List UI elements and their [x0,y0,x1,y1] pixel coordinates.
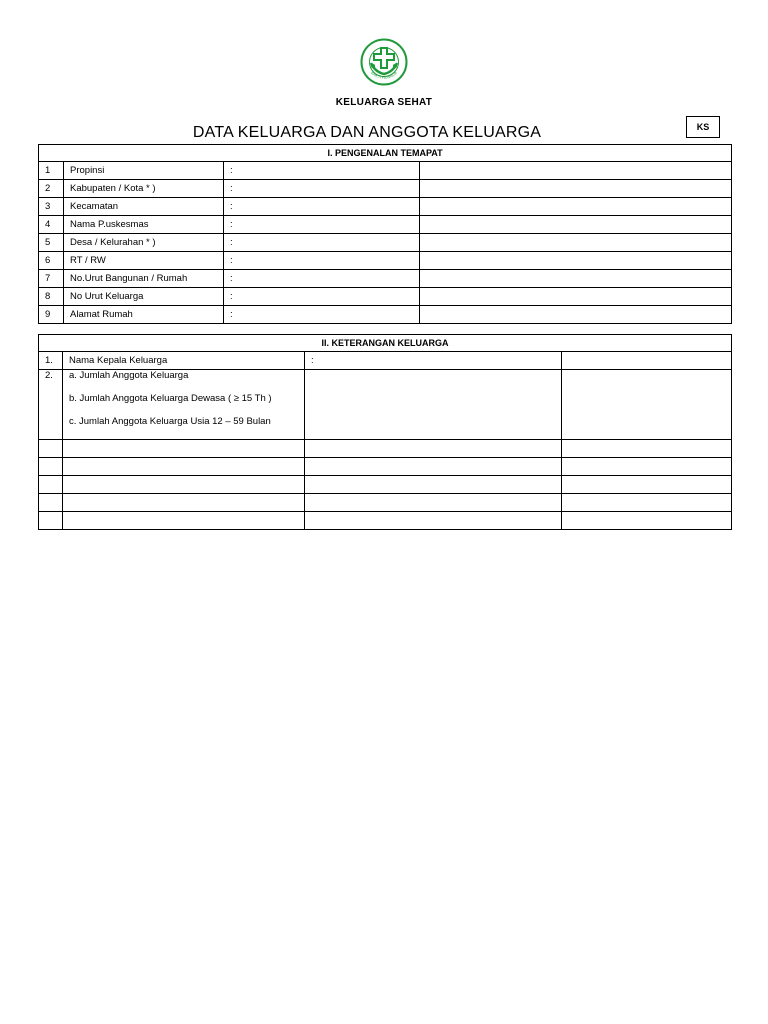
row-label: RT / RW [64,252,224,270]
subtitle: KELUARGA SEHAT [335,97,433,108]
row-number: 3 [39,198,64,216]
empty-row [39,476,732,494]
extra-cell[interactable] [420,198,732,216]
section-pengenalan-tempat [38,144,732,324]
value-cell[interactable]: : [224,198,420,216]
row-label: No.Urut Bangunan / Rumah [64,270,224,288]
row-label: Kecamatan [64,198,224,216]
extra-cell[interactable] [420,234,732,252]
page-title: DATA KELUARGA DAN ANGGOTA KELUARGA [192,124,542,141]
section-keterangan-keluarga [38,334,732,530]
line-c-label: c. Jumlah Anggota Keluarga Usia 12 – 59 Bulan [69,416,271,427]
row-label: Desa / Kelurahan * ) [64,234,224,252]
row-label: Propinsi [64,162,224,180]
member-count-labels [63,370,305,440]
extra-cell[interactable] [420,270,732,288]
row-label: Nama P.uskesmas [64,216,224,234]
table-row [39,306,732,324]
row-number: 9 [39,306,64,324]
row-label: Kabupaten / Kota * ) [64,180,224,198]
section-1-heading: I. PENGENALAN TEMAPAT [39,145,732,162]
empty-row [39,458,732,476]
value-cell[interactable]: : [305,352,562,370]
value-cell[interactable]: : [224,270,420,288]
extra-cell[interactable] [420,252,732,270]
value-cell[interactable]: : [224,162,420,180]
row-label: Alamat Rumah [64,306,224,324]
table-row [39,198,732,216]
logo-text: BAKTI HUSADA [370,70,398,80]
value-cell[interactable]: : [224,306,420,324]
table-row [39,352,732,370]
row-number: 4 [39,216,64,234]
empty-row [39,440,732,458]
row-number: 6 [39,252,64,270]
table-row [39,288,732,306]
extra-cell[interactable] [420,162,732,180]
table-row [39,270,732,288]
empty-row [39,512,732,530]
value-cell[interactable]: : [224,234,420,252]
table-row [39,216,732,234]
row-label: Nama Kepala Keluarga [63,352,305,370]
row-number: 7 [39,270,64,288]
table-row [39,252,732,270]
section-2-heading: II. KETERANGAN KELUARGA [39,335,732,352]
row-number: 1. [39,352,63,370]
row-number: 1 [39,162,64,180]
value-cell[interactable]: : [224,288,420,306]
row-number: 2 [39,180,64,198]
empty-row [39,494,732,512]
extra-cell[interactable] [420,306,732,324]
row-number: 5 [39,234,64,252]
line-b-label: b. Jumlah Anggota Keluarga Dewasa ( ≥ 15 Th ) [69,393,272,404]
table-row [39,162,732,180]
svg-text:BAKTI HUSADA [370,70,398,80]
extra-cell[interactable] [562,370,732,440]
line-a-label: a. Jumlah Anggota Keluarga [69,370,189,381]
row-number: 8 [39,288,64,306]
value-cell[interactable]: : [224,216,420,234]
extra-cell[interactable] [420,288,732,306]
row-label: No Urut Keluarga [64,288,224,306]
row-number: 2. [39,370,63,440]
value-cell[interactable]: : [224,180,420,198]
table-row [39,180,732,198]
table-row [39,370,732,440]
extra-cell[interactable] [562,352,732,370]
table-row [39,234,732,252]
ks-code-box: KS [686,116,720,138]
bakti-husada-logo [359,37,409,87]
value-cell[interactable]: : [224,252,420,270]
value-cell[interactable] [305,370,562,440]
extra-cell[interactable] [420,180,732,198]
extra-cell[interactable] [420,216,732,234]
